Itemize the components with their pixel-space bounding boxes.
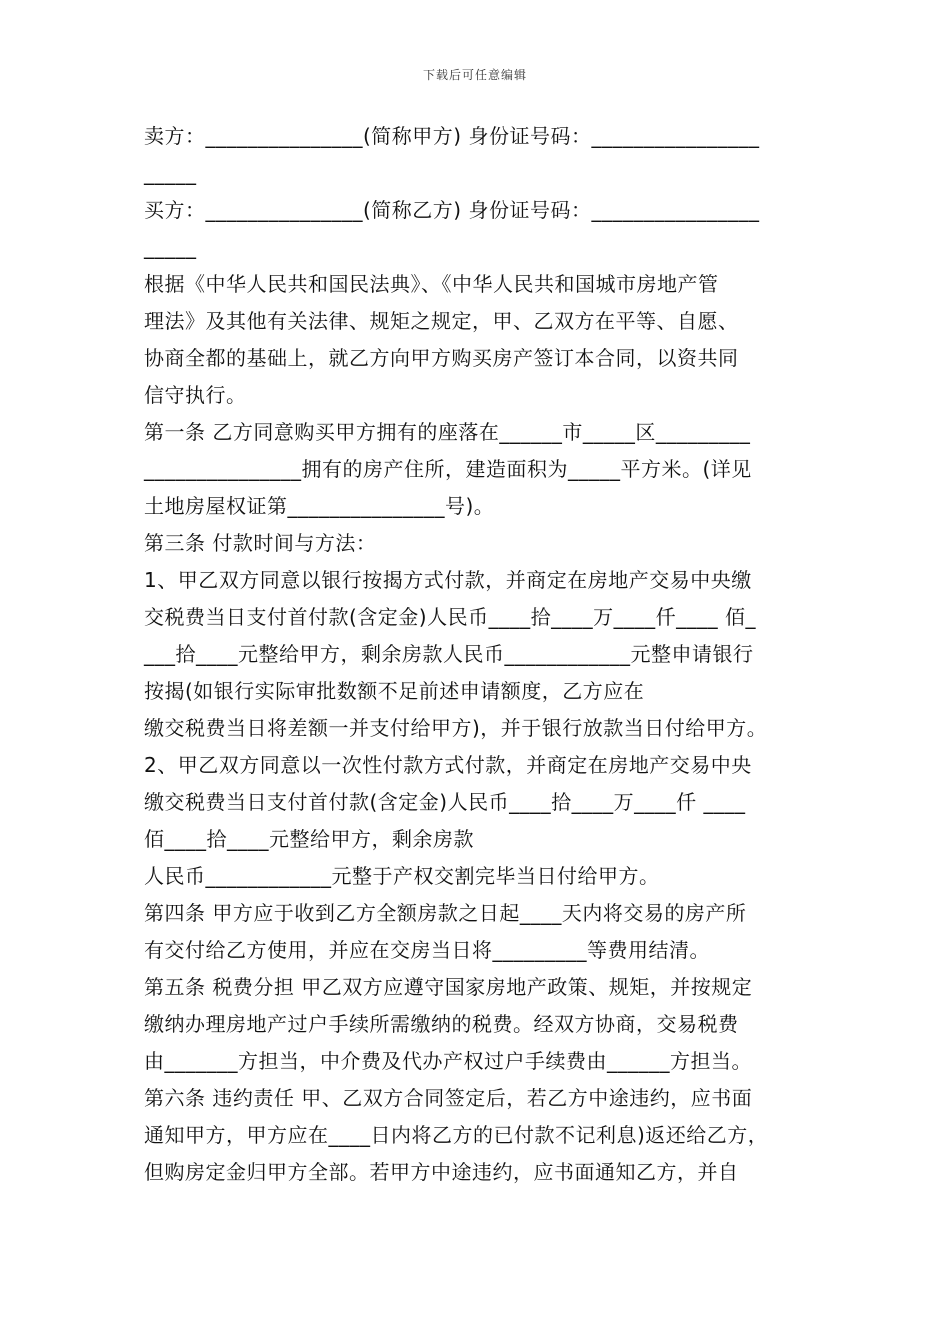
- page-header: 下载后可任意编辑: [422, 68, 527, 82]
- text-line: _____: [144, 235, 197, 259]
- text-line: 土地房屋权证第_______________号)。: [144, 494, 495, 518]
- text-line: 协商全都的基础上，就乙方向甲方购买房产签订本合同，以资共同: [144, 346, 739, 370]
- text-line: 缴纳办理房地产过户手续所需缴纳的税费。经双方协商，交易税费: [144, 1012, 739, 1036]
- text-line: 卖方：_______________(简称甲方) 身份证号码：________________: [144, 124, 760, 148]
- text-line: _______________拥有的房产住所，建造面积为_____平方米。(详见: [144, 457, 752, 481]
- text-line: 佰____拾____元整给甲方，剩余房款: [144, 827, 474, 851]
- text-line: 缴交税费当日支付首付款(含定金)人民币____拾____万____仟 ____: [144, 790, 746, 814]
- text-line: _____: [144, 161, 197, 185]
- text-line: 由_______方担当，中介费及代办产权过户手续费由______方担当。: [144, 1049, 752, 1073]
- text-line: 但购房定金归甲方全部。若甲方中途违约，应书面通知乙方，并自: [144, 1160, 739, 1184]
- text-line: 第一条 乙方同意购买甲方拥有的座落在______市_____区_________: [144, 420, 751, 444]
- text-line: 通知甲方，甲方应在____日内将乙方的已付款不记利息)返还给乙方，: [144, 1123, 769, 1147]
- contract-body: [144, 118, 812, 1191]
- text-line: 根据《中华人民共和国民法典》、《中华人民共和国城市房地产管: [144, 272, 719, 296]
- text-line: 交税费当日支付首付款(含定金)人民币____拾____万____仟____ 佰_: [144, 605, 756, 629]
- text-line: 第六条 违约责任 甲、乙双方合同签定后，若乙方中途违约，应书面: [144, 1086, 753, 1110]
- text-line: 信守执行。: [144, 383, 247, 407]
- text-line: 1、甲乙双方同意以银行按揭方式付款，并商定在房地产交易中央缴: [144, 568, 752, 592]
- text-line: 人民币____________元整于产权交割完毕当日付给甲方。: [144, 864, 660, 888]
- text-line: 缴交税费当日将差额一并支付给甲方)，并于银行放款当日付给甲方。: [144, 716, 768, 740]
- text-line: 第五条 税费分担 甲乙双方应遵守国家房地产政策、规矩，并按规定: [144, 975, 753, 999]
- text-line: 2、甲乙双方同意以一次性付款方式付款，并商定在房地产交易中央: [144, 753, 752, 777]
- text-line: 买方：_______________(简称乙方) 身份证号码：________________: [144, 198, 760, 222]
- text-line: 第四条 甲方应于收到乙方全额房款之日起____天内将交易的房产所: [144, 901, 747, 925]
- text-line: 按揭(如银行实际审批数额不足前述申请额度，乙方应在: [144, 679, 645, 703]
- text-line: 有交付给乙方使用，并应在交房当日将_________等费用结清。: [144, 938, 710, 962]
- text-line: 第三条 付款时间与方法：: [144, 531, 377, 555]
- text-line: ___拾____元整给甲方，剩余房款人民币____________元整申请银行: [144, 642, 754, 666]
- text-line: 理法》及其他有关法律、规矩之规定，甲、乙双方在平等、自愿、: [144, 309, 739, 333]
